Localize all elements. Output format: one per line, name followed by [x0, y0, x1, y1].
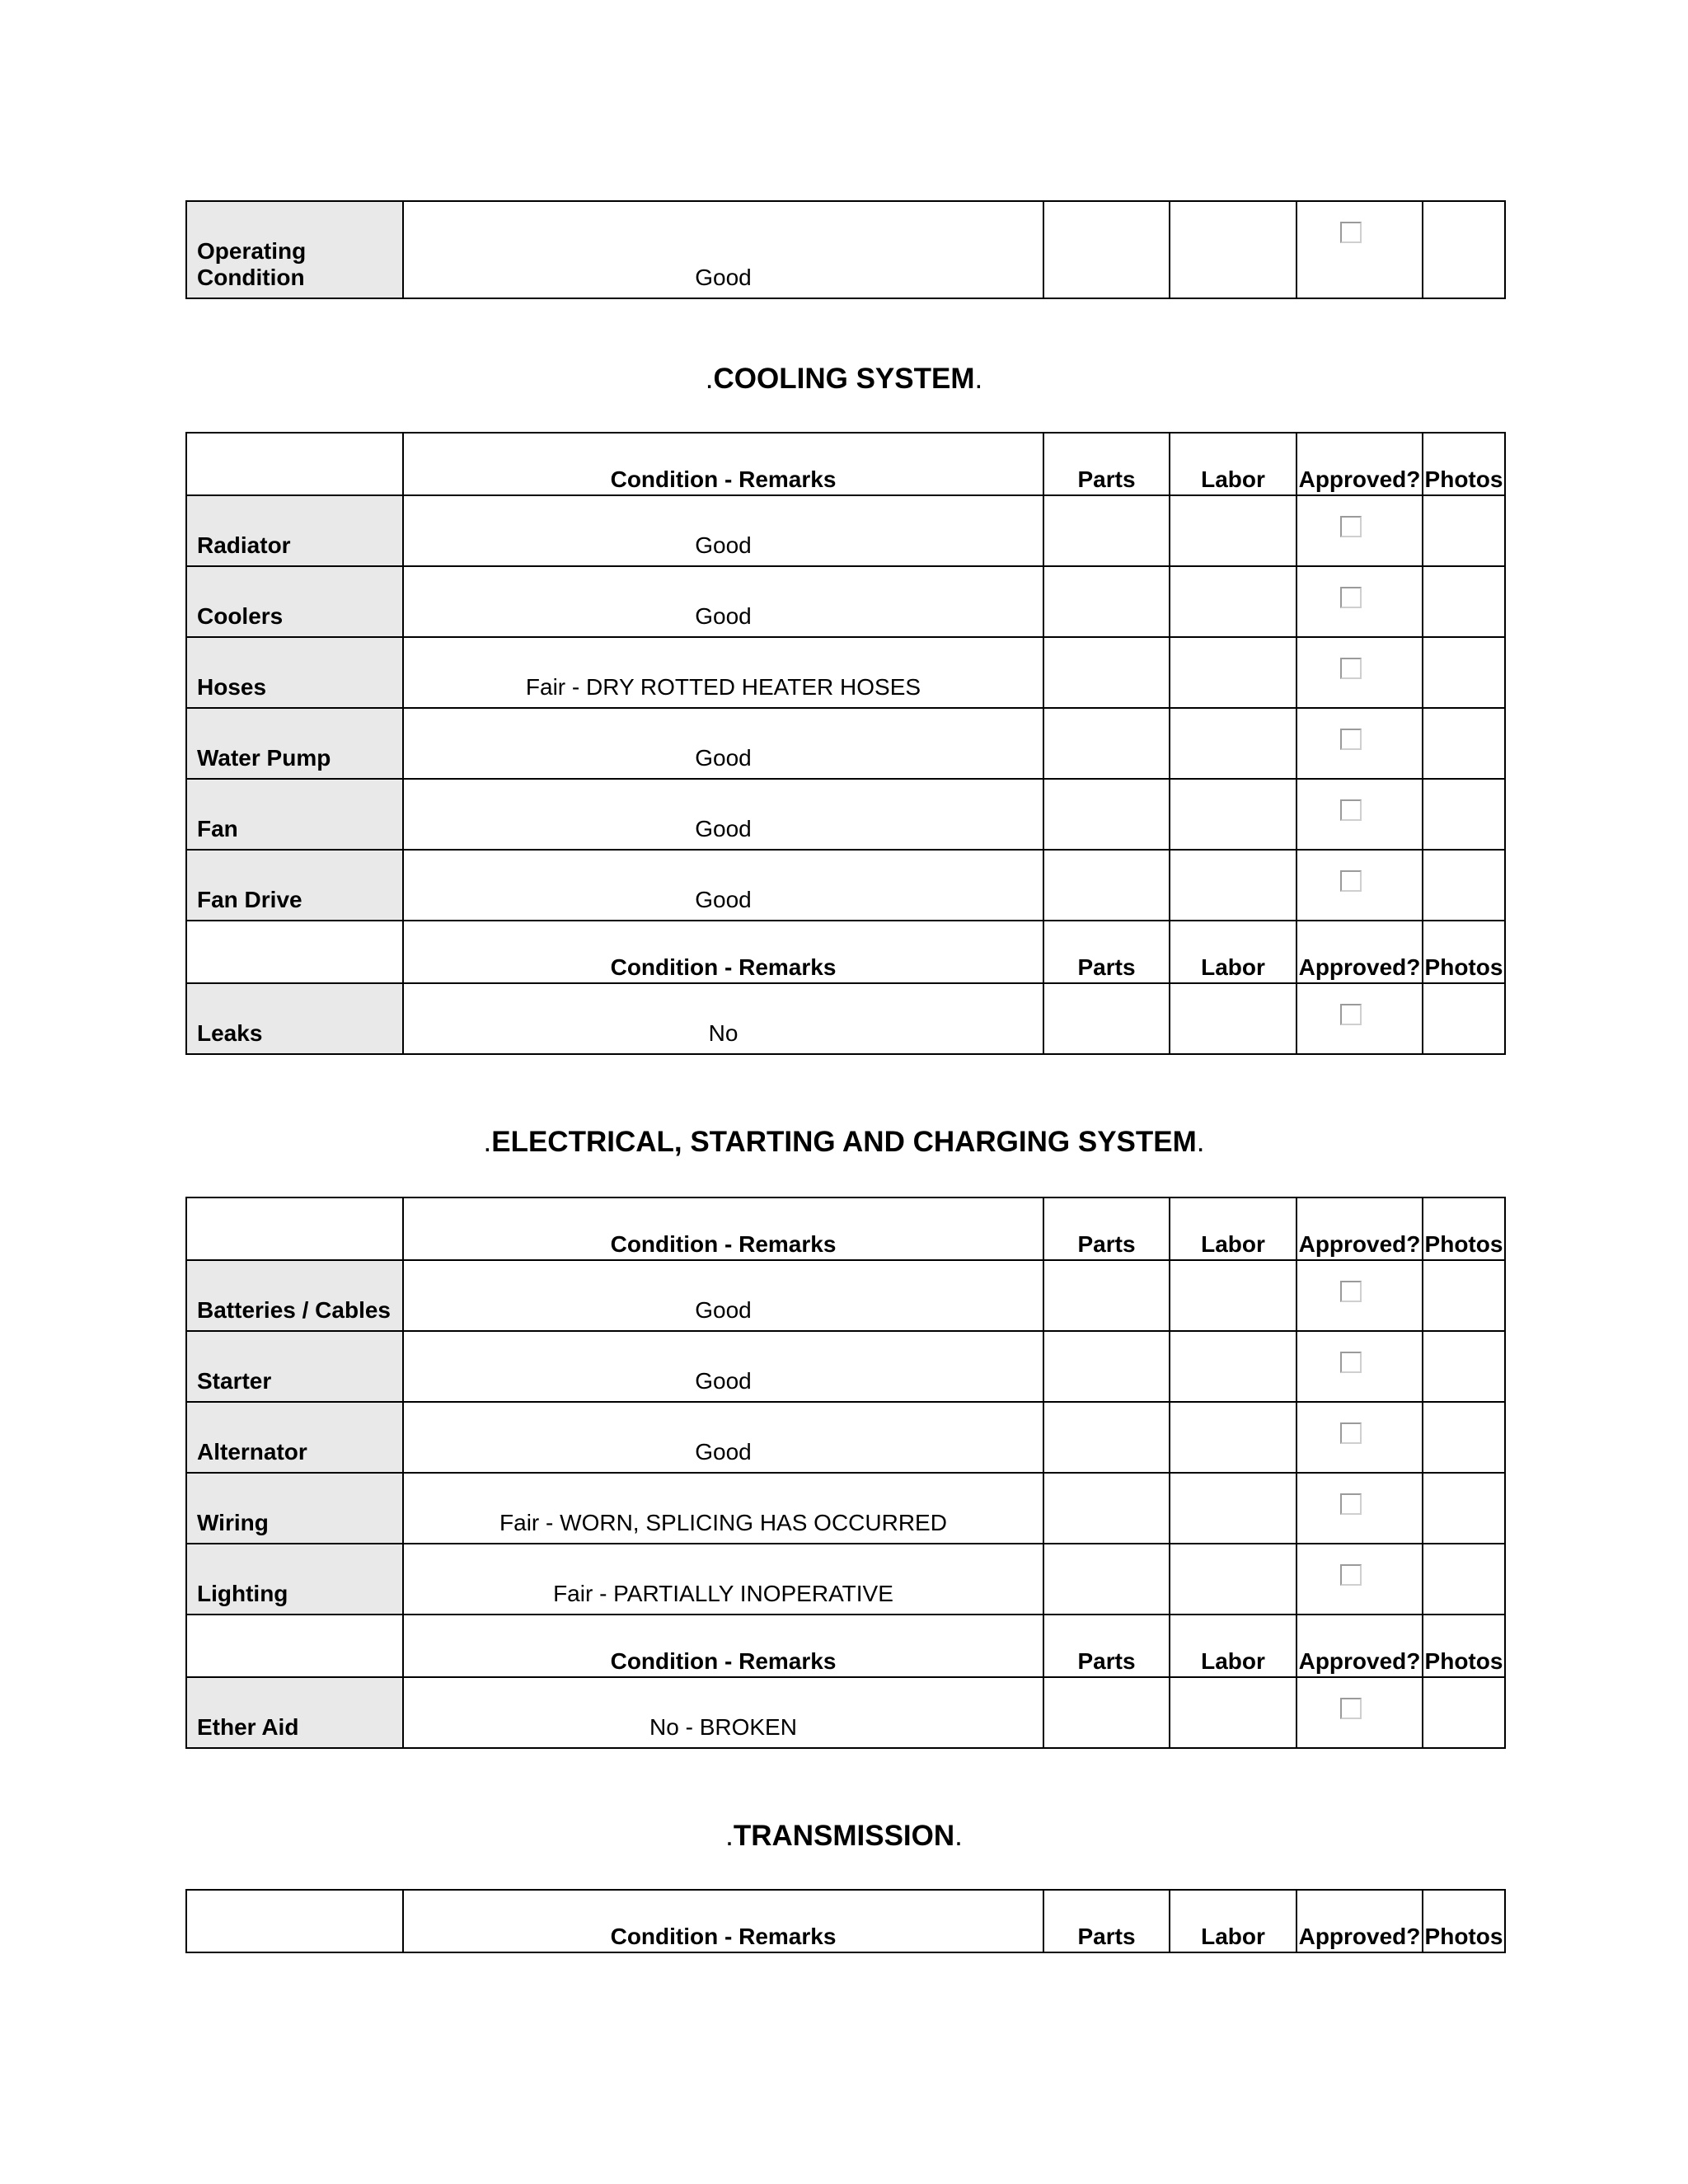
header-photos: Photos — [1423, 1197, 1505, 1260]
header-approved: Approved? — [1296, 433, 1423, 495]
header-photos: Photos — [1423, 1890, 1505, 1952]
parts-cell[interactable] — [1043, 1677, 1170, 1748]
header-row — [186, 1197, 1505, 1260]
header-blank — [186, 1890, 403, 1952]
approved-checkbox[interactable] — [1340, 1422, 1362, 1444]
section-title-transmission: .TRANSMISSION. — [725, 1820, 963, 1852]
header-remarks: Condition - Remarks — [403, 1197, 1043, 1260]
header-blank — [186, 1615, 403, 1677]
labor-cell[interactable] — [1170, 1260, 1296, 1331]
row-value: Good — [403, 850, 1043, 921]
header-approved: Approved? — [1296, 1890, 1423, 1952]
labor-cell[interactable] — [1170, 1473, 1296, 1544]
row-label: Leaks — [186, 983, 403, 1054]
approved-cell — [1296, 637, 1423, 708]
parts-cell[interactable] — [1043, 708, 1170, 779]
header-photos: Photos — [1423, 921, 1505, 983]
row-label: Starter — [186, 1331, 403, 1402]
header-approved: Approved? — [1296, 1615, 1423, 1677]
approved-cell — [1296, 1260, 1423, 1331]
photos-cell[interactable] — [1423, 708, 1505, 779]
labor-cell[interactable] — [1170, 850, 1296, 921]
approved-cell — [1296, 1331, 1423, 1402]
photos-cell[interactable] — [1423, 1473, 1505, 1544]
labor-cell[interactable] — [1170, 1331, 1296, 1402]
table-row — [186, 779, 1505, 850]
row-label: Coolers — [186, 566, 403, 637]
approved-checkbox[interactable] — [1340, 516, 1362, 537]
row-label: Radiator — [186, 495, 403, 566]
row-label: Hoses — [186, 637, 403, 708]
row-value: Good — [403, 779, 1043, 850]
section-title-cooling: .COOLING SYSTEM. — [705, 363, 983, 395]
row-value: Good — [403, 201, 1043, 298]
approved-cell — [1296, 1544, 1423, 1615]
row-label: Ether Aid — [186, 1677, 403, 1748]
photos-cell[interactable] — [1423, 1677, 1505, 1748]
row-value: No - BROKEN — [403, 1677, 1043, 1748]
approved-checkbox[interactable] — [1340, 1004, 1362, 1025]
header-blank — [186, 433, 403, 495]
header-labor: Labor — [1170, 1890, 1296, 1952]
parts-cell[interactable] — [1043, 1260, 1170, 1331]
parts-cell[interactable] — [1043, 566, 1170, 637]
labor-cell[interactable] — [1170, 1677, 1296, 1748]
row-label: Operating Condition — [186, 201, 403, 298]
header-blank — [186, 1197, 403, 1260]
header-blank — [186, 921, 403, 983]
table-row — [186, 1544, 1505, 1615]
photos-cell[interactable] — [1423, 201, 1505, 298]
header-photos: Photos — [1423, 1615, 1505, 1677]
row-label: Lighting — [186, 1544, 403, 1615]
photos-cell[interactable] — [1423, 779, 1505, 850]
electrical-table — [185, 1197, 1506, 1749]
labor-cell[interactable] — [1170, 983, 1296, 1054]
approved-checkbox[interactable] — [1340, 222, 1362, 243]
parts-cell[interactable] — [1043, 495, 1170, 566]
table-row — [186, 566, 1505, 637]
header-parts: Parts — [1043, 1890, 1170, 1952]
approved-checkbox[interactable] — [1340, 1564, 1362, 1586]
labor-cell[interactable] — [1170, 708, 1296, 779]
header-row — [186, 1615, 1505, 1677]
header-row — [186, 1890, 1505, 1952]
row-label: Wiring — [186, 1473, 403, 1544]
parts-cell[interactable] — [1043, 637, 1170, 708]
labor-cell[interactable] — [1170, 637, 1296, 708]
labor-cell[interactable] — [1170, 201, 1296, 298]
approved-checkbox[interactable] — [1340, 1281, 1362, 1302]
row-value: Good — [403, 495, 1043, 566]
row-value: Fair - WORN, SPLICING HAS OCCURRED — [403, 1473, 1043, 1544]
approved-cell — [1296, 983, 1423, 1054]
header-parts: Parts — [1043, 1615, 1170, 1677]
header-labor: Labor — [1170, 433, 1296, 495]
transmission-table — [185, 1889, 1506, 1953]
approved-checkbox[interactable] — [1340, 870, 1362, 892]
parts-cell[interactable] — [1043, 779, 1170, 850]
approved-cell — [1296, 1677, 1423, 1748]
header-approved: Approved? — [1296, 921, 1423, 983]
row-value: Good — [403, 1260, 1043, 1331]
parts-cell[interactable] — [1043, 1544, 1170, 1615]
table-row — [186, 1402, 1505, 1473]
row-value: Good — [403, 566, 1043, 637]
approved-cell — [1296, 566, 1423, 637]
approved-cell — [1296, 850, 1423, 921]
header-remarks: Condition - Remarks — [403, 1615, 1043, 1677]
operating-condition-table — [185, 200, 1506, 299]
photos-cell[interactable] — [1423, 850, 1505, 921]
table-row — [186, 708, 1505, 779]
header-remarks: Condition - Remarks — [403, 1890, 1043, 1952]
table-row — [186, 495, 1505, 566]
table-row — [186, 1473, 1505, 1544]
section-title-electrical: .ELECTRICAL, STARTING AND CHARGING SYSTEM. — [483, 1126, 1205, 1158]
parts-cell[interactable] — [1043, 201, 1170, 298]
labor-cell[interactable] — [1170, 566, 1296, 637]
row-value: Good — [403, 1402, 1043, 1473]
photos-cell[interactable] — [1423, 637, 1505, 708]
header-parts: Parts — [1043, 921, 1170, 983]
table-row — [186, 1331, 1505, 1402]
photos-cell[interactable] — [1423, 1260, 1505, 1331]
row-value: Fair - DRY ROTTED HEATER HOSES — [403, 637, 1043, 708]
table-row — [186, 637, 1505, 708]
photos-cell[interactable] — [1423, 1402, 1505, 1473]
row-label: Fan — [186, 779, 403, 850]
header-labor: Labor — [1170, 1615, 1296, 1677]
table-row — [186, 1260, 1505, 1331]
labor-cell[interactable] — [1170, 779, 1296, 850]
approved-checkbox[interactable] — [1340, 1352, 1362, 1373]
header-parts: Parts — [1043, 1197, 1170, 1260]
header-labor: Labor — [1170, 1197, 1296, 1260]
photos-cell[interactable] — [1423, 566, 1505, 637]
labor-cell[interactable] — [1170, 1402, 1296, 1473]
labor-cell[interactable] — [1170, 495, 1296, 566]
photos-cell[interactable] — [1423, 1331, 1505, 1402]
row-label: Batteries / Cables — [186, 1260, 403, 1331]
labor-cell[interactable] — [1170, 1544, 1296, 1615]
approved-checkbox[interactable] — [1340, 799, 1362, 821]
parts-cell[interactable] — [1043, 850, 1170, 921]
row-value: Fair - PARTIALLY INOPERATIVE — [403, 1544, 1043, 1615]
row-value: No — [403, 983, 1043, 1054]
approved-checkbox[interactable] — [1340, 729, 1362, 750]
header-photos: Photos — [1423, 433, 1505, 495]
approved-checkbox[interactable] — [1340, 658, 1362, 679]
row-value: Good — [403, 708, 1043, 779]
approved-cell — [1296, 1402, 1423, 1473]
row-label: Water Pump — [186, 708, 403, 779]
approved-checkbox[interactable] — [1340, 587, 1362, 608]
approved-checkbox[interactable] — [1340, 1698, 1362, 1719]
header-labor: Labor — [1170, 921, 1296, 983]
approved-cell — [1296, 708, 1423, 779]
table-row — [186, 1677, 1505, 1748]
approved-cell — [1296, 495, 1423, 566]
header-approved: Approved? — [1296, 1197, 1423, 1260]
cooling-table — [185, 432, 1506, 1055]
table-row — [186, 850, 1505, 921]
photos-cell[interactable] — [1423, 495, 1505, 566]
header-row — [186, 921, 1505, 983]
photos-cell[interactable] — [1423, 1544, 1505, 1615]
parts-cell[interactable] — [1043, 1402, 1170, 1473]
header-row — [186, 433, 1505, 495]
approved-cell — [1296, 779, 1423, 850]
parts-cell[interactable] — [1043, 983, 1170, 1054]
photos-cell[interactable] — [1423, 983, 1505, 1054]
header-parts: Parts — [1043, 433, 1170, 495]
header-remarks: Condition - Remarks — [403, 921, 1043, 983]
parts-cell[interactable] — [1043, 1473, 1170, 1544]
header-remarks: Condition - Remarks — [403, 433, 1043, 495]
table-row — [186, 983, 1505, 1054]
approved-checkbox[interactable] — [1340, 1493, 1362, 1515]
row-label: Alternator — [186, 1402, 403, 1473]
parts-cell[interactable] — [1043, 1331, 1170, 1402]
row-value: Good — [403, 1331, 1043, 1402]
approved-cell — [1296, 201, 1423, 298]
row-label: Fan Drive — [186, 850, 403, 921]
approved-cell — [1296, 1473, 1423, 1544]
